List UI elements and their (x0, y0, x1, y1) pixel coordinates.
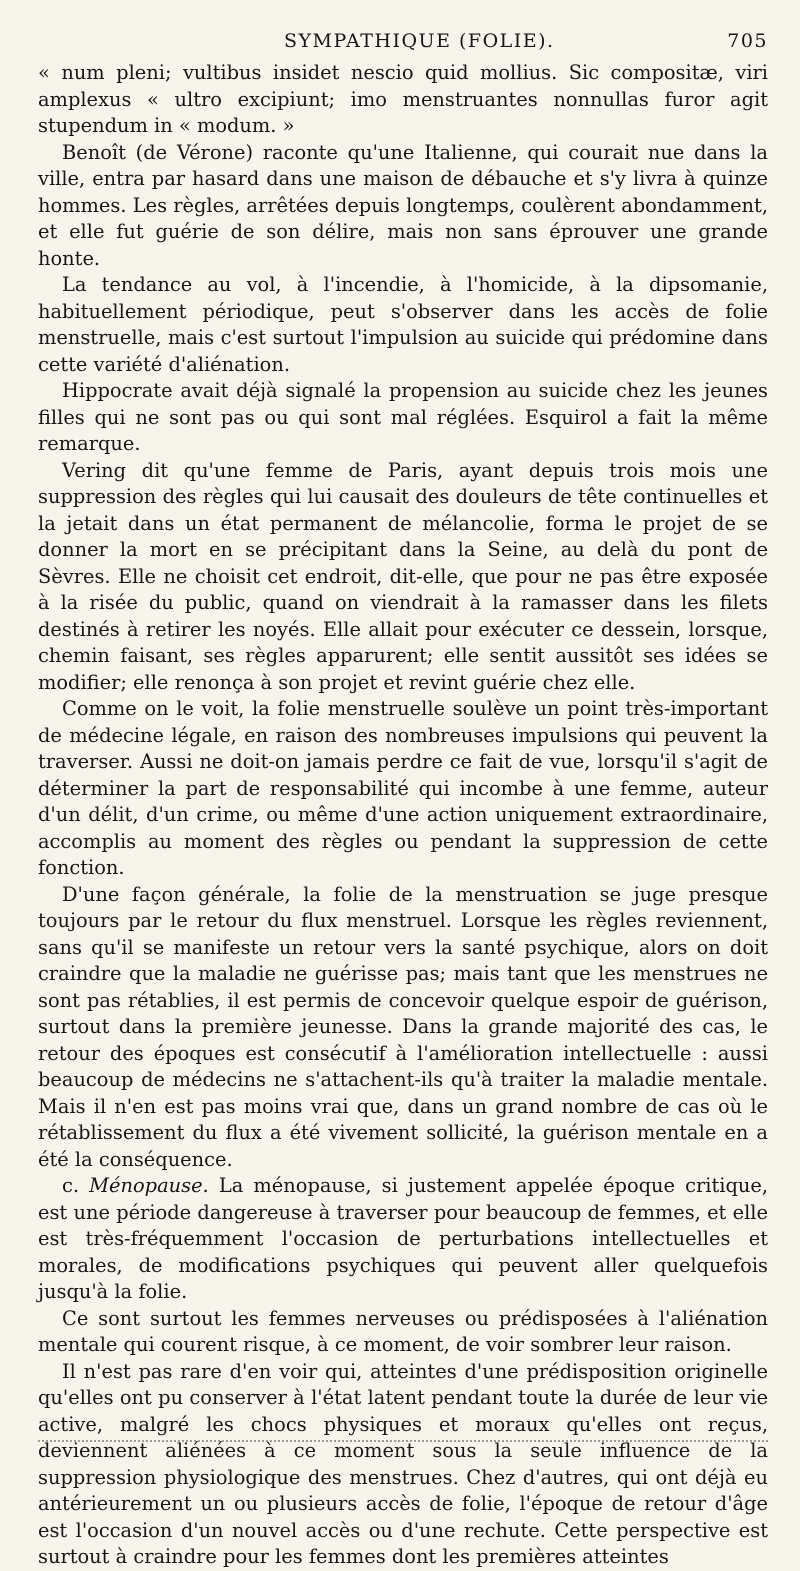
section-text: La ménopause, si justement appelée époque critique, est une période dangereuse à traverser pour beaucoup de femmes, et elle est très-fréquemment l'occasion de perturbations intellectuelles et morales, de modifications psychiques qui peuvent aller quelquefois jusqu'à la folie. (38, 1174, 769, 1303)
book-page (38, 26, 768, 1571)
paragraph-quote-continuation: « num pleni; vultibus insidet nescio quid mollius. Sic compositæ, viri amplexus « ultro excipiunt; imo menstruantes nonnullas furor agit stupendum in « modum. » (38, 61, 768, 137)
running-title: SYMPATHIQUE (FOLIE). (284, 30, 555, 52)
paragraph: D'une façon générale, la folie de la menstruation se juge presque toujours par le retour du flux menstruel. Lorsque les règles reviennent, sans qu'il se manifeste un retour vers la santé psychique, alors on doit craindre que la maladie ne guérisse pas; mais tant que les menstrues ne sont pas rétablies, il est permis de concevoir quelque espoir de guérison, surtout dans la première jeunesse. Dans la grande majorité des cas, le retour des époques est consécutif à l'amélioration intellectuelle : aussi beaucoup de médecins ne s'attachent-ils qu'à traiter la maladie mentale. Mais il n'en est pas moins vrai que, dans un grand nombre de cas où le rétablissement du flux a été vivement sollicité, la guérison mentale en a été la conséquence. (38, 882, 768, 1171)
paragraph: La tendance au vol, à l'incendie, à l'homicide, à la dipsomanie, habituellement périodique, peut s'observer dans les accès de folie menstruelle, mais c'est surtout l'impulsion au suicide qui prédomine dans cette variété d'aliénation. (38, 273, 768, 376)
page-number: 705 (727, 30, 768, 52)
body-text (38, 60, 768, 1571)
paragraph: Ce sont surtout les femmes nerveuses ou prédisposées à l'aliénation mentale qui courent risque, à ce moment, de voir sombrer leur raison. (38, 1306, 768, 1356)
footer-dotted-rule (38, 1440, 768, 1442)
section-heading: Ménopause. (89, 1174, 209, 1197)
running-head (38, 26, 768, 60)
paragraph: Vering dit qu'une femme de Paris, ayant depuis trois mois une suppression des règles qui lui causait des douleurs de tête continuelles et la jetait dans un état permanent de mélancolie, forma le projet de se donner la mort en se précipitant dans la Seine, au delà du pont de Sèvres. Elle ne choisit cet endroit, dit-elle, que pour ne pas être exposée à la risée du public, quand on viendrait à la ramasser dans les filets destinés à retirer les noyés. Elle allait pour exécuter ce dessein, lorsque, chemin faisant, ses règles apparurent; elle sentit aussitôt ses idées se modifier; elle renonça à son projet et revint guérie chez elle. (38, 458, 768, 694)
paragraph: Benoît (de Vérone) raconte qu'une Italienne, qui courait nue dans la ville, entra par hasard dans une maison de débauche et s'y livra à quinze hommes. Les règles, arrêtées depuis longtemps, coulèrent abondamment, et elle fut guérie de son délire, mais non sans éprouver une grande honte. (38, 140, 768, 270)
paragraph: Hippocrate avait déjà signalé la propension au suicide chez les jeunes filles qui ne sont pas ou qui sont mal réglées. Esquirol a fait la même remarque. (38, 379, 768, 455)
section-label: c. (62, 1174, 90, 1197)
paragraph: Comme on le voit, la folie menstruelle soulève un point très-important de médecine légale, en raison des nombreuses impulsions qui peuvent la traverser. Aussi ne doit-on jamais perdre ce fait de vue, lorsqu'il s'agit de déterminer la part de responsabilité qui incombe à une femme, auteur d'un délit, d'un crime, ou même d'une action uniquement extraordinaire, accomplis au moment des règles ou pendant la suppression de cette fonction. (38, 697, 768, 879)
paragraph-menopause (38, 1173, 768, 1306)
paragraph: Il n'est pas rare d'en voir qui, atteintes d'une prédisposition originelle qu'elles ont pu conserver à l'état latent pendant toute la durée de leur vie active, malgré les chocs physiques et moraux qu'elles ont reçus, deviennent aliénées à ce moment sous la seule influence de la suppression physiologique des menstrues. Chez d'autres, qui ont déjà eu antérieurement un ou plusieurs accès de folie, l'époque de retour d'âge est l'occasion d'un nouvel accès ou d'une rechute. Cette perspective est surtout à craindre pour les femmes dont les premières atteintes (38, 1359, 768, 1568)
